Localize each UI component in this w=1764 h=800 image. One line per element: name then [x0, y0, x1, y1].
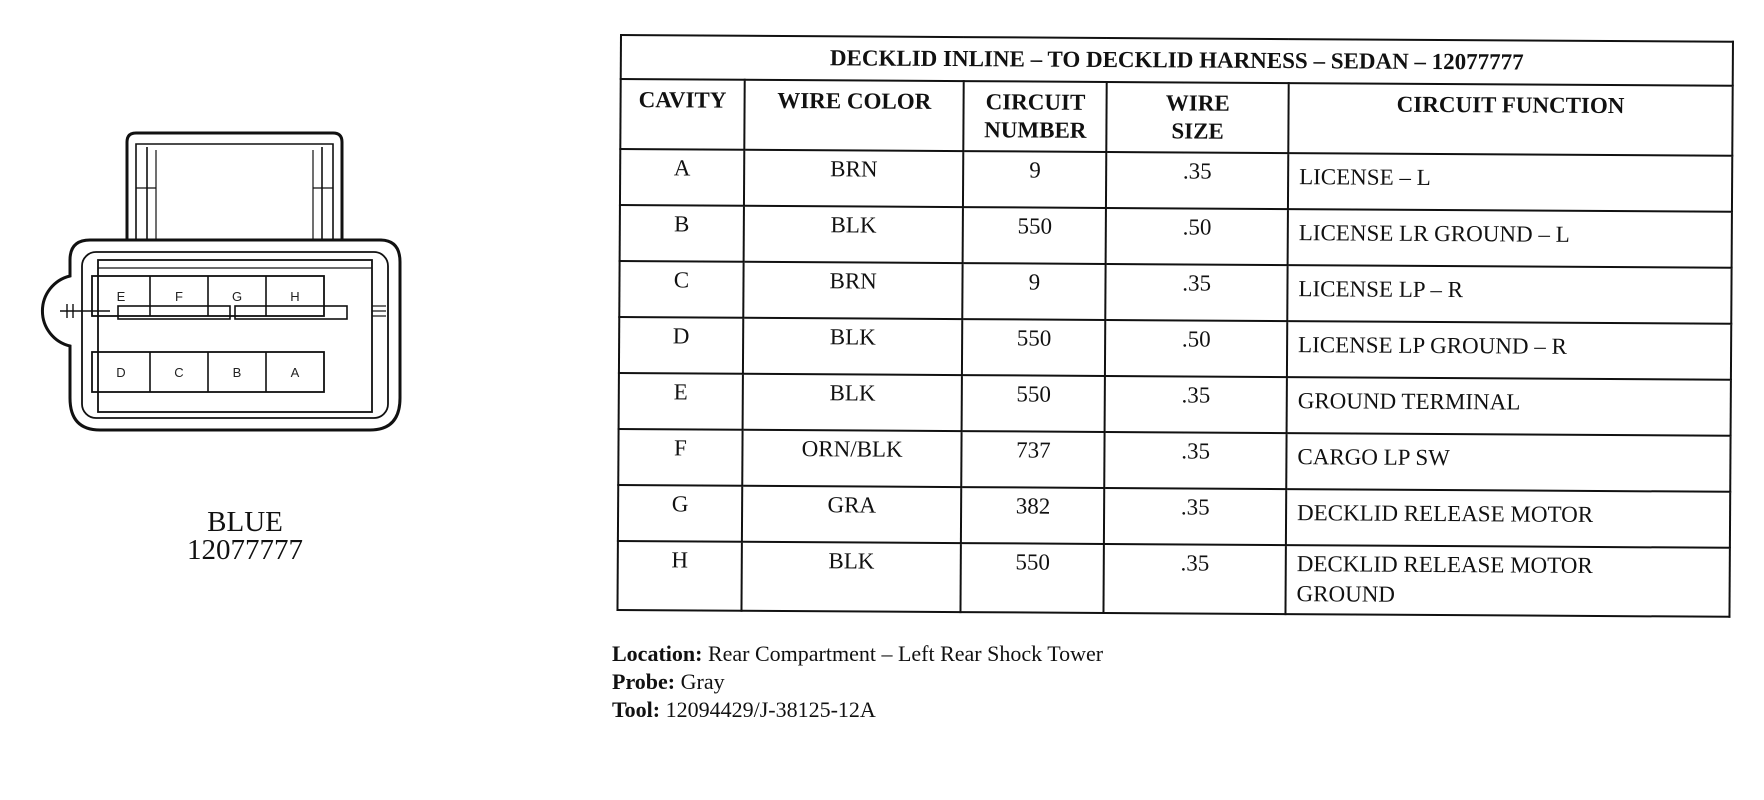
table-row	[619, 373, 1731, 436]
connector-notes	[612, 640, 1103, 724]
cell-wire-color: BLK	[743, 206, 963, 263]
header-wire-color: WIRE COLOR	[744, 80, 964, 151]
table-row	[620, 205, 1732, 268]
connector-face-drawing	[30, 130, 410, 460]
table-row	[619, 261, 1731, 324]
table-row	[618, 485, 1730, 548]
cell-circuit-number: 550	[963, 207, 1106, 264]
header-circuit-function: CIRCUIT FUNCTION	[1288, 83, 1732, 156]
cell-circuit-function-line2: GROUND	[1296, 581, 1396, 607]
cavity-label-e: E	[116, 289, 126, 304]
cell-circuit-number: 9	[963, 263, 1106, 320]
cell-wire-color: BRN	[743, 262, 963, 319]
cell-wire-size: .35	[1104, 488, 1286, 545]
location-label: Location:	[612, 641, 703, 666]
cell-cavity: A	[620, 149, 744, 206]
table-row	[619, 317, 1731, 380]
header-circuit-number	[964, 81, 1107, 152]
cavity-label-b: B	[232, 365, 242, 380]
cell-circuit-function: GROUND TERMINAL	[1287, 377, 1731, 436]
location-line	[612, 640, 1103, 668]
table-title: DECKLID INLINE – TO DECKLID HARNESS – SEDAN – 12077777	[621, 35, 1733, 86]
cell-cavity: E	[619, 373, 743, 430]
cavity-label-g: G	[231, 289, 243, 304]
cavity-label-f: F	[175, 289, 183, 304]
table-row	[620, 149, 1732, 212]
header-wire-size	[1107, 82, 1289, 153]
cell-circuit-function: LICENSE LP GROUND – R	[1287, 321, 1731, 380]
cell-cavity: H	[617, 541, 741, 611]
cell-circuit-number: 550	[962, 319, 1105, 376]
cell-circuit-function: LICENSE – L	[1288, 153, 1732, 212]
connector-caption	[140, 508, 350, 564]
cell-circuit-function: CARGO LP SW	[1286, 433, 1730, 492]
cell-circuit-number: 382	[961, 487, 1104, 544]
cell-wire-color: GRA	[742, 486, 962, 543]
connector-color: BLUE	[207, 506, 283, 538]
connector-part-number: 12077777	[187, 534, 303, 566]
cell-circuit-number: 737	[962, 431, 1105, 488]
cell-circuit-function: LICENSE LR GROUND – L	[1288, 209, 1732, 268]
cell-circuit-number: 550	[962, 375, 1105, 432]
cell-cavity: G	[618, 485, 742, 542]
cell-wire-color: BLK	[743, 318, 963, 375]
header-cavity: CAVITY	[620, 79, 744, 150]
header-wire-size-line1: WIRE	[1165, 90, 1230, 116]
cavity-label-a: A	[290, 365, 300, 380]
cell-circuit-function: DECKLID RELEASE MOTOR	[1286, 489, 1730, 548]
cell-circuit-function-line1: DECKLID RELEASE MOTOR	[1296, 551, 1593, 578]
table-row	[618, 429, 1730, 492]
cavity-label-h: H	[290, 289, 300, 304]
connector-diagram	[30, 130, 410, 460]
probe-line	[612, 668, 1103, 696]
cell-circuit-function: LICENSE LP – R	[1287, 265, 1731, 324]
cell-wire-size: .50	[1105, 320, 1287, 377]
cell-wire-size: .35	[1104, 544, 1286, 614]
cell-circuit-function	[1285, 545, 1729, 617]
cavity-label-d: D	[116, 365, 126, 380]
cell-cavity: F	[618, 429, 742, 486]
cell-wire-color: ORN/BLK	[742, 430, 962, 487]
header-circuit-number-line2: NUMBER	[984, 117, 1087, 143]
cell-circuit-number: 550	[961, 543, 1104, 613]
cell-wire-size: .50	[1106, 208, 1288, 265]
cell-wire-color: BLK	[741, 542, 961, 612]
tool-value: 12094429/J-38125-12A	[665, 697, 876, 722]
table-row	[617, 541, 1729, 617]
cell-cavity: B	[620, 205, 744, 262]
cavity-label-c: C	[174, 365, 184, 380]
probe-label: Probe:	[612, 669, 676, 694]
cell-wire-color: BRN	[744, 150, 964, 207]
cell-circuit-number: 9	[963, 151, 1106, 208]
tool-line	[612, 696, 1103, 724]
cell-wire-color: BLK	[742, 374, 962, 431]
table-header-row	[620, 79, 1732, 156]
cell-wire-size: .35	[1105, 376, 1287, 433]
probe-value: Gray	[680, 669, 725, 694]
location-value: Rear Compartment – Left Rear Shock Tower	[707, 641, 1104, 666]
cell-cavity: D	[619, 317, 743, 374]
pinout-table	[616, 34, 1734, 618]
cell-wire-size: .35	[1105, 432, 1287, 489]
cell-wire-size: .35	[1106, 152, 1288, 209]
cell-wire-size: .35	[1106, 264, 1288, 321]
header-wire-size-line2: SIZE	[1171, 118, 1224, 144]
header-circuit-number-line1: CIRCUIT	[985, 89, 1086, 115]
tool-label: Tool:	[612, 697, 661, 722]
cell-cavity: C	[619, 261, 743, 318]
